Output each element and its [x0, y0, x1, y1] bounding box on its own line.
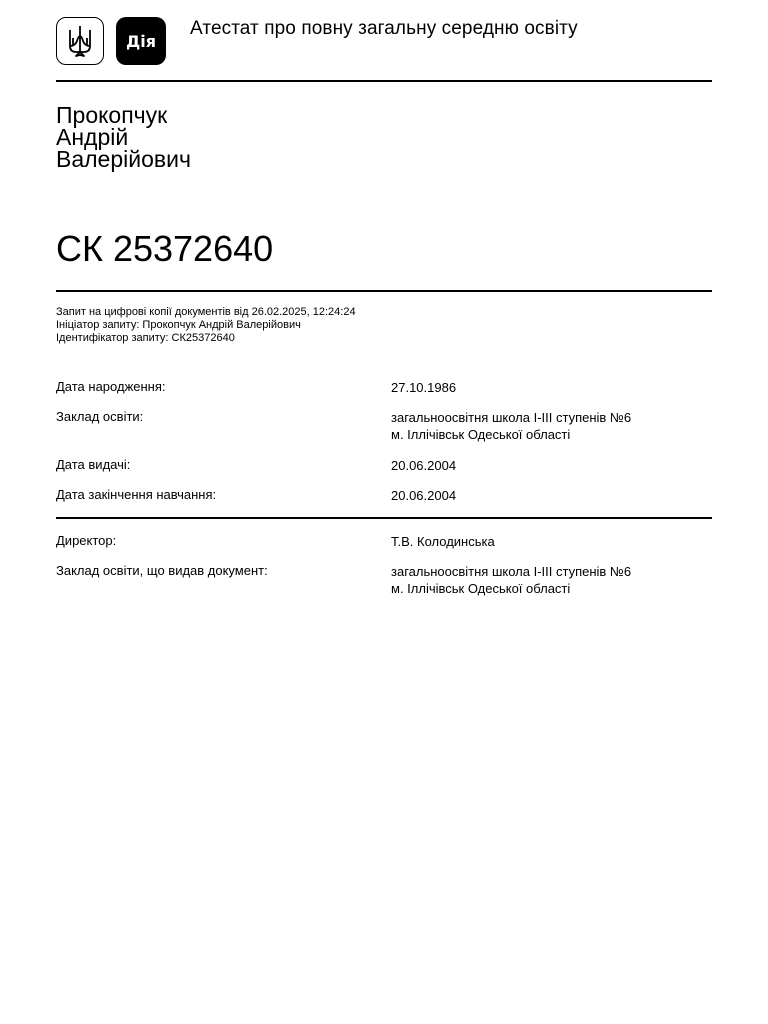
divider: [56, 290, 712, 292]
diia-logo-text: Дія: [125, 31, 156, 51]
issuing-institution-value: [391, 563, 712, 597]
holder-surname: Прокопчук: [56, 102, 168, 128]
birth-date-text: 27.10.1986: [391, 380, 457, 395]
issue-date-label: Дата видачі:: [56, 457, 131, 472]
issue-date-value: [391, 457, 712, 474]
graduation-date-text: 20.06.2004: [391, 488, 457, 503]
holder-patronymic: Валерійович: [56, 146, 191, 172]
issuing-institution-value-line2: м. Іллічівськ Одеської області: [391, 581, 571, 596]
holder-given-name: Андрій: [56, 124, 129, 150]
header: [56, 17, 712, 67]
divider: [56, 80, 712, 82]
director-label: Директор:: [56, 533, 117, 548]
request-info: [56, 306, 356, 345]
issuing-institution-value-line1: загальноосвітня школа І-ІІІ ступенів №6: [391, 564, 632, 579]
issue-date-text: 20.06.2004: [391, 458, 457, 473]
graduation-date-value: [391, 487, 712, 504]
institution-label: Заклад освіти:: [56, 409, 144, 424]
birth-date-value: [391, 379, 712, 396]
request-initiator-line: Ініціатор запиту: Прокопчук Андрій Валерійович: [56, 319, 301, 331]
director-text: Т.В. Колодинська: [391, 534, 495, 549]
divider: [56, 517, 712, 519]
holder-name: [56, 104, 191, 170]
diia-logo: [116, 17, 166, 65]
document-number: СК 25372640: [56, 228, 274, 269]
issuing-institution-label: Заклад освіти, що видав документ:: [56, 563, 268, 578]
request-id-line: Ідентифікатор запиту: СК25372640: [56, 332, 235, 344]
request-date-line: Запит на цифрові копії документів від 26.02.2025, 12:24:24: [56, 306, 356, 318]
document-page: [56, 0, 712, 1024]
institution-value-line1: загальноосвітня школа І-ІІІ ступенів №6: [391, 410, 632, 425]
trident-icon: [56, 17, 104, 65]
director-value: [391, 533, 712, 550]
document-title: Атестат про повну загальну середню освіту: [190, 18, 578, 39]
institution-value-line2: м. Іллічівськ Одеської області: [391, 427, 571, 442]
birth-date-label: Дата народження:: [56, 379, 166, 394]
institution-value: [391, 409, 712, 443]
graduation-date-label: Дата закінчення навчання:: [56, 487, 217, 502]
